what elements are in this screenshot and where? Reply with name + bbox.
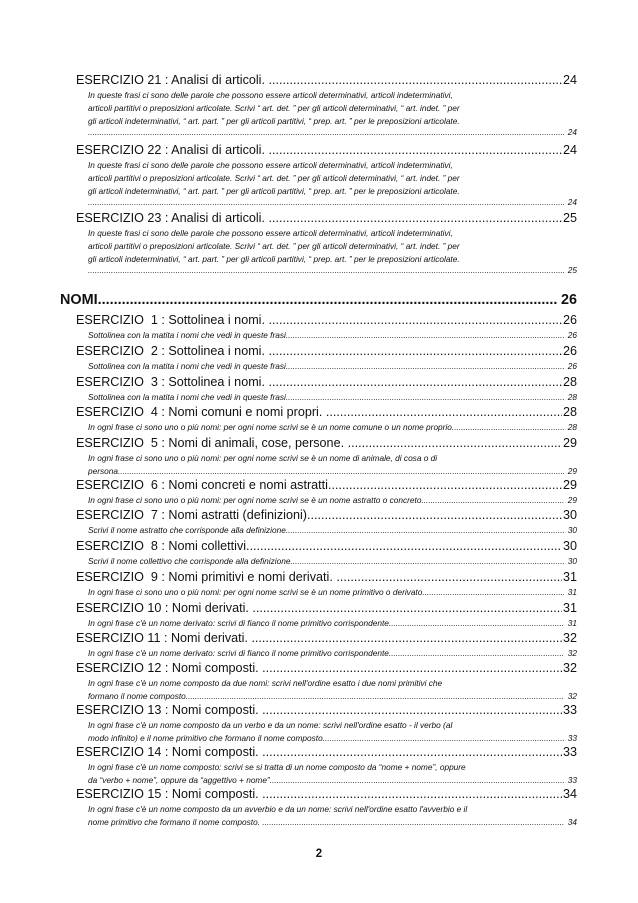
toc-entry-description [88,678,577,688]
toc-leader [307,508,562,522]
toc-leader [293,556,564,566]
toc-leader [250,539,562,553]
toc-entry-description [88,173,577,183]
toc-entry-description [88,422,577,432]
toc-page-number: 28 [562,405,577,419]
toc-entry-description [88,453,577,463]
toc-entry-title[interactable] [76,631,577,645]
toc-entry-title[interactable] [76,703,577,717]
toc-page-number: 30 [567,525,577,535]
toc-entry-description [88,775,577,785]
toc-page-number: 31 [567,618,577,628]
chapter-title: NOMI [60,292,98,308]
desc-line: articoli partitivi o preposizioni articolate. Scrivi “ art. det. ” per gli articoli determinativi, “ art. indet. ” per [88,103,460,113]
toc-leader [288,330,564,340]
chapter-page-number: 26 [560,292,577,308]
toc-entry-label: ESERCIZIO 21 : Analisi di articoli. [76,73,269,87]
toc-page-number: 30 [567,556,577,566]
toc-entry-description [88,228,577,238]
desc-line: gli articoli indeterminativi, “ art. part. ” per gli articoli partitivi, “ prep. art. ” per le preposizioni articolate. [88,186,460,196]
toc-page-number: 32 [562,631,577,645]
toc-page-number: 26 [567,361,577,371]
toc-entry-label: ESERCIZIO 7 : Nomi astratti (definizioni) [76,508,307,522]
desc-line: In ogni frase c'è un nome composto da un verbo e da un nome: scrivi nell'ordine esatto - il verbo (al [88,720,453,730]
toc-page-number: 24 [562,143,577,157]
toc-entry-description [88,361,577,371]
toc-leader [188,691,564,701]
toc-leader [425,587,564,597]
toc-entry-title[interactable] [76,508,577,522]
toc-entry-title[interactable] [76,375,577,389]
toc-entry-title[interactable] [76,539,577,553]
toc-entry-description [88,265,577,275]
toc-leader [268,211,562,225]
toc-entry-label: ESERCIZIO 3 : Sottolinea i nomi. [76,375,269,389]
desc-line: In ogni frase c'è un nome derivato: scrivi di fianco il nome primitivo corrispondente. [88,618,392,628]
toc-entry-description [88,720,577,730]
toc-entry-label: ESERCIZIO 1 : Sottolinea i nomi. [76,313,269,327]
toc-leader [88,197,564,207]
toc-entry-description [88,762,577,772]
desc-line: articoli partitivi o preposizioni articolate. Scrivi “ art. det. ” per gli articoli determinativi, “ art. indet. ” per [88,173,460,183]
desc-line: modo infinito) e il nome primitivo che formano il nome composto. [88,733,326,743]
desc-line: formano il nome composto. [88,691,189,701]
toc-entry-description [88,197,577,207]
desc-line: In ogni frase ci sono uno o più nomi: per ogni nome scrivi se è un nome astratto o concreto. [88,495,424,505]
desc-line: In ogni frase ci sono uno o più nomi: per ogni nome scrivi se è un nome primitivo o derivato. [88,587,425,597]
toc-page-number: 29 [567,466,577,476]
toc-page-number: 32 [562,661,577,675]
toc-leader [268,344,562,358]
toc-entry-description [88,90,577,100]
toc-entry-label: ESERCIZIO 6 : Nomi concreti e nomi astratti [76,478,328,492]
toc-entry-title[interactable] [76,313,577,327]
toc-page-number: 29 [567,495,577,505]
desc-line: In ogni frase c'è un nome derivato: scrivi di fianco il nome primitivo corrispondente. [88,648,392,658]
toc-leader [336,570,562,584]
toc-entry-label: ESERCIZIO 15 : Nomi composti. [76,787,263,801]
toc-leader [268,143,562,157]
toc-entry-description [88,587,577,597]
toc-leader [98,292,558,308]
desc-line: In queste frasi ci sono delle parole che possono essere articoli determinativi, articoli indeterminativi, [88,90,453,100]
toc-entry-description [88,648,577,658]
toc-leader [328,478,562,492]
toc-page-number: 30 [562,508,577,522]
toc-leader [268,313,562,327]
toc-entry-description [88,241,577,251]
toc-page-number: 33 [567,733,577,743]
toc-leader [262,787,562,801]
toc-page-number: 33 [562,745,577,759]
toc-entry-label: ESERCIZIO 11 : Nomi derivati. [76,631,252,645]
toc-page-number: 24 [567,127,577,137]
toc-entry-label: ESERCIZIO 9 : Nomi primitivi e nomi derivati. [76,570,337,584]
toc-entry-title[interactable] [76,661,577,675]
toc-leader [391,648,564,658]
toc-entry-label: ESERCIZIO 5 : Nomi di animali, cose, persone. [76,436,348,450]
toc-entry-description [88,127,577,137]
toc-page-number: 31 [562,570,577,584]
chapter-heading-nomi[interactable] [60,292,577,308]
toc-page-number: 28 [567,392,577,402]
toc-page-number: 31 [562,601,577,615]
toc-leader [251,631,562,645]
toc-page-number: 24 [567,197,577,207]
desc-line: persona. [88,466,121,476]
toc-page-number: 28 [567,422,577,432]
toc-page-number: 26 [567,330,577,340]
toc-entry-label: ESERCIZIO 22 : Analisi di articoli. [76,143,269,157]
toc-entry-title[interactable] [76,73,577,87]
toc-leader [288,361,564,371]
toc-page-number: 32 [567,691,577,701]
desc-line: Scrivi il nome collettivo che corrisponde alla definizione. [88,556,293,566]
desc-line: In ogni frase ci sono uno o più nomi: per ogni nome scrivi se è un nome comune o un nome proprio. [88,422,455,432]
toc-entry-description [88,817,577,827]
toc-entry-description [88,804,577,814]
toc-page-number: 31 [567,587,577,597]
toc-entry-description [88,618,577,628]
toc-leader [272,775,564,785]
toc-entry-label: ESERCIZIO 13 : Nomi composti. [76,703,263,717]
toc-entry-description [88,733,577,743]
toc-leader [348,436,562,450]
desc-line: In ogni frase c'è un nome composto da un avverbio e da un nome: scrivi nell'ordine esatto l'avverbio e il [88,804,468,814]
toc-leader [88,127,564,137]
toc-entry-description [88,254,577,264]
toc-leader [252,601,562,615]
toc-leader [391,618,564,628]
toc-page-number: 26 [562,344,577,358]
toc-leader [424,495,564,505]
desc-line: gli articoli indeterminativi, “ art. part. ” per gli articoli partitivi, “ prep. art. ” per le preposizioni articolate. [88,254,460,264]
desc-line: nome primitivo che formano il nome composto. [88,817,263,827]
page-number: 2 [315,848,323,860]
toc-leader [262,745,562,759]
toc-entry-title[interactable] [76,211,577,225]
toc-entry-description [88,392,577,402]
toc-entry-description [88,691,577,701]
toc-leader [268,73,562,87]
desc-line: gli articoli indeterminativi, “ art. part. ” per gli articoli partitivi, “ prep. art. ” per le preposizioni articolate. [88,116,460,126]
toc-leader [288,392,564,402]
toc-page-number: 29 [562,478,577,492]
toc-page-number: 34 [567,817,577,827]
toc-entry-description [88,466,577,476]
toc-entry-title[interactable] [76,570,577,584]
toc-entry-title[interactable] [76,143,577,157]
toc-page-number: 28 [562,375,577,389]
toc-entry-label: ESERCIZIO 8 : Nomi collettivi. [76,539,250,553]
toc-leader [262,817,563,827]
toc-entry-description [88,330,577,340]
toc-entry-title[interactable] [76,478,577,492]
toc-page-number: 24 [562,73,577,87]
toc-page-number: 29 [562,436,577,450]
desc-line: Sottolinea con la matita i nomi che vedi in queste frasi. [88,330,289,340]
toc-page-number: 32 [567,648,577,658]
toc-entry-title[interactable] [76,405,577,419]
toc-leader [325,733,564,743]
toc-page-number: 33 [567,775,577,785]
toc-entry-title[interactable] [76,344,577,358]
toc-leader [326,405,562,419]
toc-entry-label: ESERCIZIO 23 : Analisi di articoli. [76,211,269,225]
toc-leader [120,466,563,476]
toc-entry-label: ESERCIZIO 14 : Nomi composti. [76,745,263,759]
toc-leader [262,703,562,717]
toc-page-number: 26 [562,313,577,327]
toc-leader [454,422,564,432]
toc-entry-description [88,116,577,126]
toc-entry-title[interactable] [76,745,577,759]
toc-page-number: 34 [562,787,577,801]
toc-entry-description [88,495,577,505]
toc-entry-description [88,186,577,196]
desc-line: In ogni frase c'è un nome composto: scrivi se si tratta di un nome composto da “nome + nome”, oppure [88,762,466,772]
toc-leader [268,375,562,389]
toc-page-number: 25 [562,211,577,225]
toc-page-number: 33 [562,703,577,717]
toc-entry-description [88,525,577,535]
desc-line: articoli partitivi o preposizioni articolate. Scrivi “ art. det. ” per gli articoli determinativi, “ art. indet. ” per [88,241,460,251]
toc-entry-description [88,160,577,170]
toc-leader [262,661,562,675]
toc-entry-label: ESERCIZIO 4 : Nomi comuni e nomi propri. [76,405,326,419]
desc-line: Scrivi il nome astratto che corrisponde alla definizione. [88,525,289,535]
toc-leader [288,525,564,535]
toc-entry-description [88,556,577,566]
desc-line: da “verbo + nome”, oppure da “aggettivo + nome”. [88,775,273,785]
toc-entry-label: ESERCIZIO 2 : Sottolinea i nomi. [76,344,269,358]
toc-page-number: 25 [567,265,577,275]
desc-line: In queste frasi ci sono delle parole che possono essere articoli determinativi, articoli indeterminativi, [88,160,453,170]
toc-entry-label: ESERCIZIO 12 : Nomi composti. [76,661,263,675]
toc-entry-title[interactable] [76,436,577,450]
toc-entry-title[interactable] [76,601,577,615]
desc-line: In queste frasi ci sono delle parole che possono essere articoli determinativi, articoli indeterminativi, [88,228,453,238]
desc-line: Sottolinea con la matita i nomi che vedi in queste frasi. [88,392,289,402]
desc-line: In ogni frase ci sono uno o più nomi: per ogni nome scrivi se è un nome di animale, di cosa o di [88,453,438,463]
desc-line: Sottolinea con la matita i nomi che vedi in queste frasi. [88,361,289,371]
toc-page-number: 30 [562,539,577,553]
desc-line: In ogni frase c'è un nome composto da due nomi: scrivi nell'ordine esatto i due nomi primitivi che [88,678,443,688]
toc-leader [88,265,564,275]
toc-entry-title[interactable] [76,787,577,801]
toc-entry-description [88,103,577,113]
toc-entry-label: ESERCIZIO 10 : Nomi derivati. [76,601,253,615]
